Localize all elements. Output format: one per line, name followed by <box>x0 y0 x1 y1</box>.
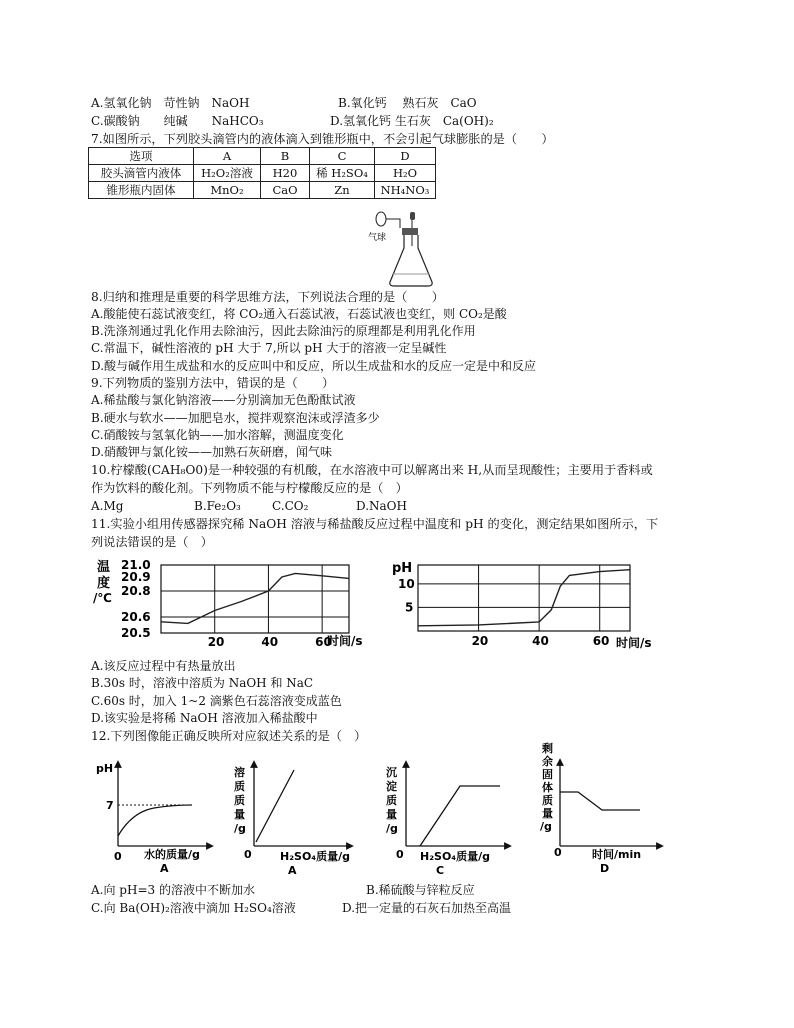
table-cell: 胶头滴管内液体 <box>89 165 194 182</box>
temp-x-tick-label: 40 <box>261 635 279 649</box>
graph-d-ylabel: 体 <box>542 781 553 794</box>
q9-option-d: D.硝酸钾与氯化铵——加熟石灰研磨，闻气味 <box>91 445 333 459</box>
ph-y-tick-label: 5 <box>405 600 414 615</box>
graph-b-origin: 0 <box>244 848 252 861</box>
graph-d-ylabel: 固 <box>542 768 553 781</box>
graph-c-ylabel: /g <box>386 822 398 835</box>
graph-c-ylabel: 量 <box>386 808 397 821</box>
temp-y-tick-label: 20.6 <box>121 610 151 624</box>
table-cell: H₂O <box>375 165 436 182</box>
graph-b-solute-mass <box>228 756 358 876</box>
flask-stopper <box>402 228 418 235</box>
temp-xlabel: 时间/s <box>327 634 363 648</box>
ph-grid <box>418 565 630 631</box>
ph-xlabel: 时间/s <box>616 636 652 650</box>
q10-option-d: D.NaOH <box>356 499 407 513</box>
graph-d-remaining-solid <box>536 740 676 875</box>
ph-series-line <box>418 570 630 626</box>
q10-option-b: B.Fe₂O₃ <box>194 499 241 513</box>
table-cell: NH₄NO₃ <box>375 182 436 199</box>
q10-stem-line1: 10.柠檬酸(CAH₈O0)是一种较强的有机酸，在水溶液中可以解离出来 H,从而呈现酸性；主要用于香料或 <box>91 463 653 477</box>
balloon-shape <box>376 212 386 226</box>
table-header-cell: D <box>375 148 436 165</box>
q8-option-c: C.常温下，碱性溶液的 pH 大于 7,所以 pH 大于的溶液一定呈碱性 <box>91 341 447 355</box>
table-cell: CaO <box>261 182 310 199</box>
graph-d-origin: 0 <box>554 846 562 859</box>
q11-stem-line2: 列说法错误的是（ ） <box>91 535 213 549</box>
graph-c-line <box>420 786 500 846</box>
q12-option-b: B.稀硫酸与锌粒反应 <box>366 883 475 897</box>
table-header-cell: 选项 <box>89 148 194 165</box>
q6-option-c: C.碳酸钠 纯碱 NaHCO₃ <box>91 114 264 128</box>
temp-y-tick-label: 20.9 <box>121 570 151 584</box>
table-cell: Zn <box>310 182 375 199</box>
q10-option-c: C.CO₂ <box>272 499 309 513</box>
graph-b-ylabel: 质 <box>234 780 245 793</box>
graph-a-ph-water <box>92 756 217 876</box>
q10-option-a: A.Mg <box>91 499 124 513</box>
graph-c-precipitate-mass <box>380 756 515 876</box>
graph-b-ylabel: 溶 <box>234 766 245 779</box>
graph-c-ylabel: 沉 <box>386 766 397 779</box>
graph-a-curve <box>118 805 192 836</box>
table-cell: MnO₂ <box>194 182 261 199</box>
q6-option-a: A.氢氧化钠 苛性钠 NaOH <box>91 96 250 110</box>
table-cell: H20 <box>261 165 310 182</box>
graph-a-xlabel: 水的质量/g <box>144 848 200 861</box>
q11-stem-line1: 11.实验小组用传感器探究稀 NaOH 溶液与稀盐酸反应过程中温度和 pH 的变化，测定结果如图所示，下 <box>91 517 659 531</box>
graph-d-letter: D <box>600 862 610 875</box>
graph-d-ylabel: 余 <box>542 755 553 768</box>
graph-c-xlabel: H₂SO₄质量/g <box>420 850 491 863</box>
temp-ylabel-char: 度 <box>97 576 111 591</box>
q11-option-d: D.该实验是将稀 NaOH 溶液加入稀盐酸中 <box>91 711 318 725</box>
q8-option-d: D.酸与碱作用生成盐和水的反应叫中和反应，所以生成盐和水的反应一定是中和反应 <box>91 359 537 373</box>
ph-x-tick-label: 60 <box>592 634 610 648</box>
temp-x-tick-label: 60 <box>315 635 332 649</box>
temp-x-tick-label: 20 <box>207 635 225 649</box>
graph-a-y7: 7 <box>106 799 114 812</box>
table-header-cell: C <box>310 148 375 165</box>
q9-option-b: B.硬水与软水——加肥皂水，搅拌观察泡沫或浮渣多少 <box>91 411 380 425</box>
q9-option-a: A.稀盐酸与氯化钠溶液——分别滴加无色酚酞试液 <box>91 393 356 407</box>
table-row <box>89 165 436 182</box>
temp-ylabel-char: 温 <box>97 560 111 575</box>
dropper-bulb <box>410 212 415 220</box>
ph-plot-frame <box>418 565 630 631</box>
table-cell: 锥形瓶内固体 <box>89 182 194 199</box>
graph-b-ylabel: 量 <box>234 808 245 821</box>
q8-option-b: B.洗涤剂通过乳化作用去除油污，因此去除油污的原理都是利用乳化作用 <box>91 324 476 338</box>
graph-d-ylabel: 剩 <box>542 742 553 755</box>
q8-option-a: A.酸能使石蕊试液变红，将 CO₂通入石蕊试液，石蕊试液也变红，则 CO₂是酸 <box>91 307 507 321</box>
q9-stem: 9.下列物质的鉴别方法中，错误的是（ ） <box>91 376 335 390</box>
table-cell: H₂O₂溶液 <box>194 165 261 182</box>
q7-options-table <box>88 147 436 199</box>
q12-option-d: D.把一定量的石灰石加热至高温 <box>342 901 512 915</box>
ph-ylabel: pH <box>392 561 413 576</box>
ph-tick-labels <box>398 577 609 648</box>
temp-y-tick-label: 20.8 <box>121 584 151 598</box>
q8-stem: 8.归纳和推理是重要的科学思维方法，下列说法合理的是（ ） <box>91 290 444 304</box>
ph-x-tick-label: 40 <box>532 634 549 648</box>
erlenmeyer-flask <box>390 235 432 286</box>
temperature-chart <box>91 555 371 655</box>
q6-option-d: D.氢氧化钙 生石灰 Ca(OH)₂ <box>330 114 494 128</box>
q11-option-c: C.60s 时，加入 1~2 滴紫色石蕊溶液变成蓝色 <box>91 694 342 708</box>
flask-balloon-figure <box>362 208 452 290</box>
graph-d-ylabel: /g <box>540 820 552 833</box>
ph-y-tick-label: 10 <box>398 576 415 591</box>
graph-a-letter: A <box>160 862 169 875</box>
temp-tick-labels <box>121 558 332 649</box>
q11-option-b: B.30s 时，溶液中溶质为 NaOH 和 NaC <box>91 676 314 690</box>
graph-a-origin: 0 <box>114 850 122 863</box>
q10-stem-line2: 作为饮料的酸化剂。下列物质不能与柠檬酸反应的是（ ） <box>91 481 408 495</box>
temp-series-line <box>161 573 349 623</box>
graph-d-ylabel: 量 <box>542 807 553 820</box>
q11-option-a: A.该反应过程中有热量放出 <box>91 659 236 673</box>
graph-a-ylabel: pH <box>96 762 114 775</box>
graph-c-ylabel: 淀 <box>386 780 397 793</box>
temp-y-tick-label: 21.0 <box>121 558 151 572</box>
table-row <box>89 182 436 199</box>
graph-d-line <box>560 792 640 810</box>
graph-b-ylabel: /g <box>234 822 246 835</box>
graph-b-letter: A <box>288 864 297 876</box>
q12-option-c: C.向 Ba(OH)₂溶液中滴加 H₂SO₄溶液 <box>91 901 296 915</box>
table-cell: 稀 H₂SO₄ <box>310 165 375 182</box>
graph-c-origin: 0 <box>396 848 404 861</box>
ph-x-tick-label: 20 <box>471 634 489 648</box>
table-header-cell: A <box>194 148 261 165</box>
ph-chart <box>388 555 658 655</box>
balloon-tube <box>386 219 400 228</box>
graph-b-ylabel: 质 <box>234 794 245 807</box>
graph-d-xlabel: 时间/min <box>592 848 642 861</box>
q6-option-b: B.氧化钙 熟石灰 CaO <box>338 96 477 110</box>
graph-d-ylabel: 质 <box>542 794 553 807</box>
graph-c-letter: C <box>436 864 445 876</box>
balloon-label: 气球 <box>368 233 387 243</box>
graph-c-ylabel: 质 <box>386 794 397 807</box>
temp-y-tick-label: 20.5 <box>121 626 151 640</box>
graph-b-xlabel: H₂SO₄质量/g <box>280 850 351 863</box>
q12-stem: 12.下列图像能正确反映所对应叙述关系的是（ ） <box>91 729 367 743</box>
q7-stem: 7.如图所示，下列胶头滴管内的液体滴入到锥形瓶中，不会引起气球膨胀的是（ ） <box>91 132 554 146</box>
q9-option-c: C.硝酸铵与氢氧化钠——加水溶解，测温度变化 <box>91 428 344 442</box>
table-header-cell: B <box>261 148 310 165</box>
table-row <box>89 148 436 165</box>
temp-ylabel-char: /℃ <box>93 591 112 605</box>
q12-option-a: A.向 pH=3 的溶液中不断加水 <box>91 883 255 897</box>
graph-b-line <box>256 770 294 842</box>
